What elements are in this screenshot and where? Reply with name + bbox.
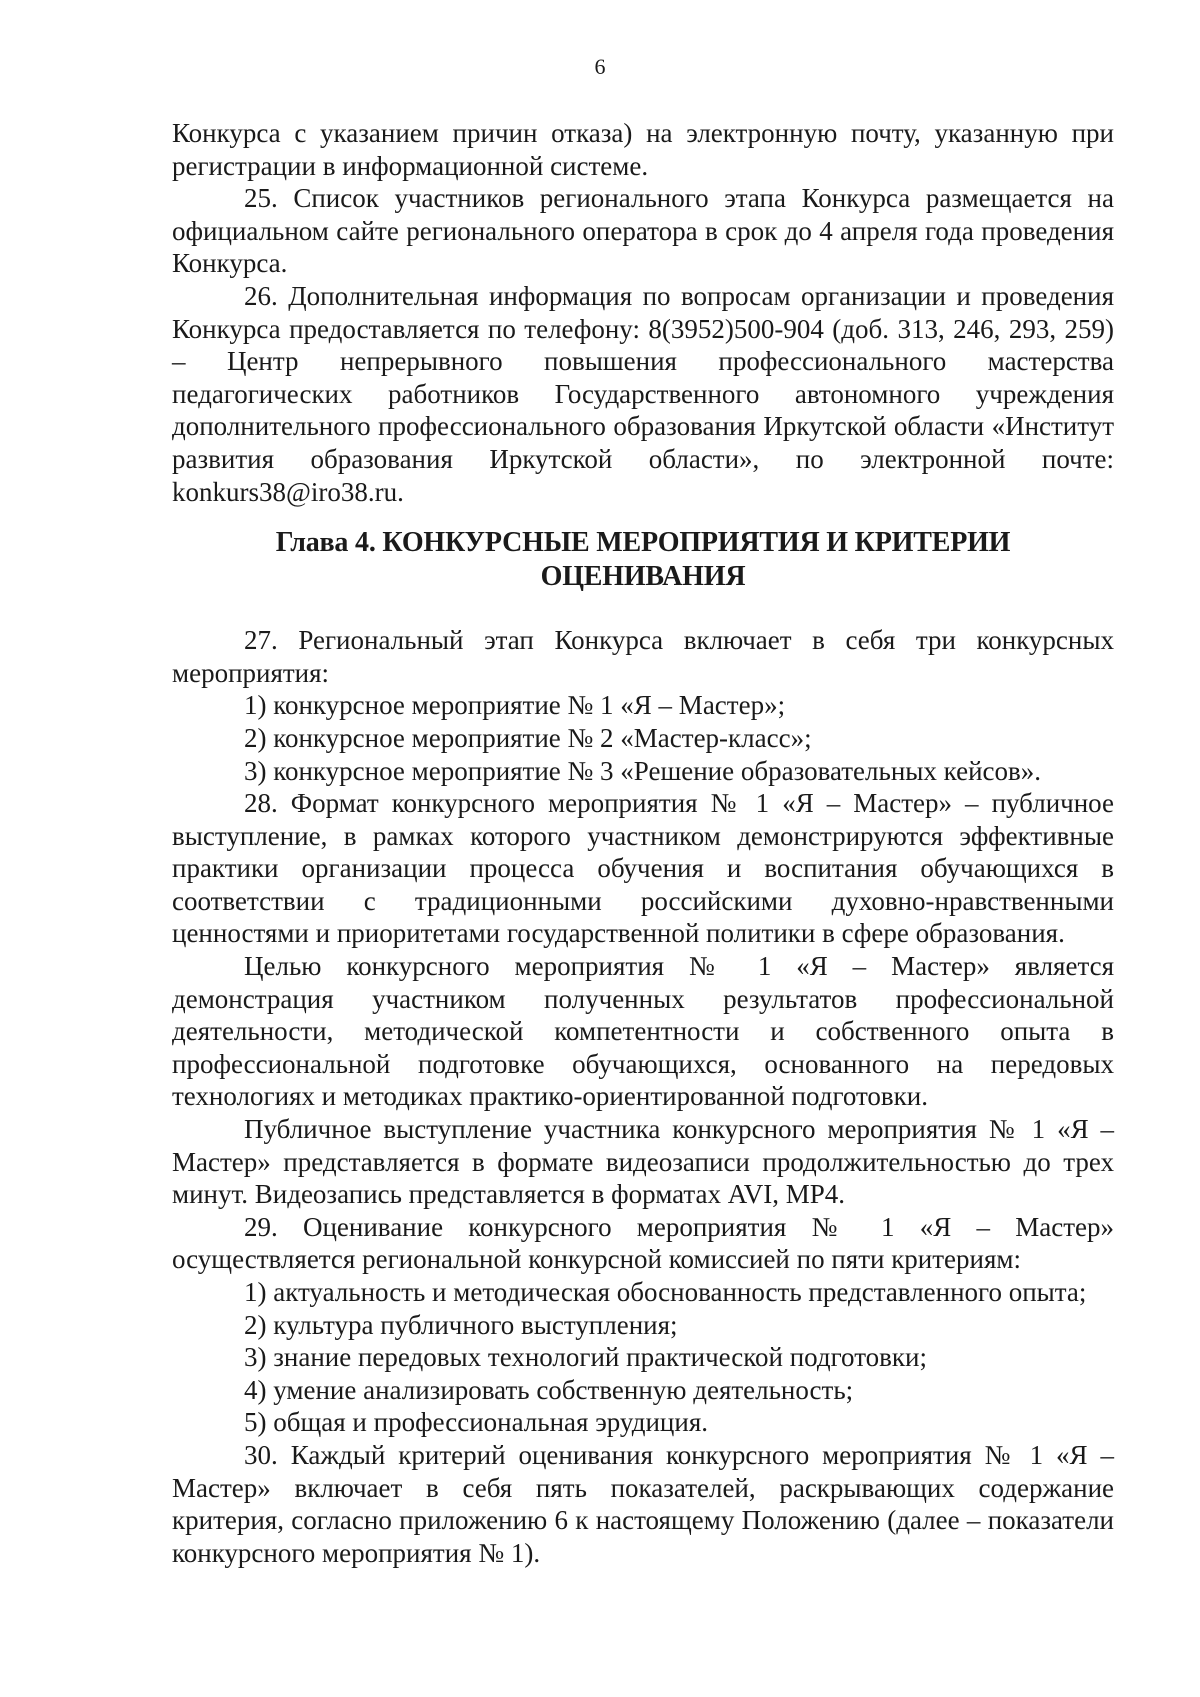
paragraph-27: 27. Региональный этап Конкурса включает в себя три конкурсных мероприятия:: [172, 625, 1114, 688]
list-item: 5) общая и профессиональная эрудиция.: [244, 1407, 708, 1438]
paragraph-28: 28. Формат конкурсного мероприятия № 1 «Я – Мастер» – публичное выступление, в рамках которого участником демонстрируются эффективные практики организации процесса обучения и воспитания обучающихся в соответствии с традиционными российскими духовно-нравственными ценностями и приоритетами государственной политики в сфере образования.: [172, 788, 1114, 949]
paragraph-26: 26. Дополнительная информация по вопросам организации и проведения Конкурса предоставляется по телефону: 8(3952)500-904 (доб. 313, 246, 293, 259) – Центр непрерывного повышения профессионального мастерства педагогических работников Государственного автономного учреждения дополнительного профессионального образования Иркутской области «Институт развития образования Иркутской области», по электронной почте: konkurs38@iro38.ru.: [172, 280, 1114, 507]
paragraph-continuation: Конкурса с указанием причин отказа) на электронную почту, указанную при регистрации в информационной системе.: [172, 118, 1114, 181]
paragraph-30: 30. Каждый критерий оценивания конкурсного мероприятия № 1 «Я – Мастер» включает в себя пять показателей, раскрывающих содержание критерия, согласно приложению 6 к настоящему Положению (далее – показатели конкурсного мероприятия № 1).: [172, 1439, 1114, 1568]
paragraph-25: 25. Список участников регионального этапа Конкурса размещается на официальном сайте регионального оператора в срок до 4 апреля года проведения Конкурса.: [172, 183, 1114, 279]
page-number: 6: [594, 54, 606, 79]
list-item: 3) конкурсное мероприятие № 3 «Решение образовательных кейсов».: [244, 755, 1042, 786]
paragraph-goal: Целью конкурсного мероприятия № 1 «Я – Мастер» является демонстрация участником полученных результатов профессиональной деятельности, методической компетентности и собственного опыта в профессиональной подготовке обучающихся, основанного на передовых технологиях и методиках практико-ориентированной подготовки.: [172, 951, 1114, 1112]
list-item: 3) знание передовых технологий практической подготовки;: [244, 1342, 927, 1373]
document-body: [172, 117, 1114, 1569]
list-item: 1) актуальность и методическая обоснованность представленного опыта;: [244, 1277, 1087, 1307]
paragraph-public-speech: Публичное выступление участника конкурсного мероприятия № 1 «Я – Мастер» представляется в формате видеозаписи продолжительностью до трех минут. Видеозапись представляется в форматах AVI, MP4.: [172, 1114, 1114, 1210]
list-item: 4) умение анализировать собственную деятельность;: [244, 1374, 854, 1405]
list-item: 2) культура публичного выступления;: [244, 1309, 678, 1340]
chapter-heading: Глава 4. КОНКУРСНЫЕ МЕРОПРИЯТИЯ И КРИТЕРИИ ОЦЕНИВАНИЯ: [275, 527, 1011, 593]
list-item: 2) конкурсное мероприятие № 2 «Мастер-класс»;: [244, 722, 812, 753]
list-item: 1) конкурсное мероприятие № 1 «Я – Мастер»;: [244, 690, 786, 721]
paragraph-29: 29. Оценивание конкурсного мероприятия № 1 «Я – Мастер» осуществляется региональной конкурсной комиссией по пяти критериям:: [172, 1211, 1114, 1275]
